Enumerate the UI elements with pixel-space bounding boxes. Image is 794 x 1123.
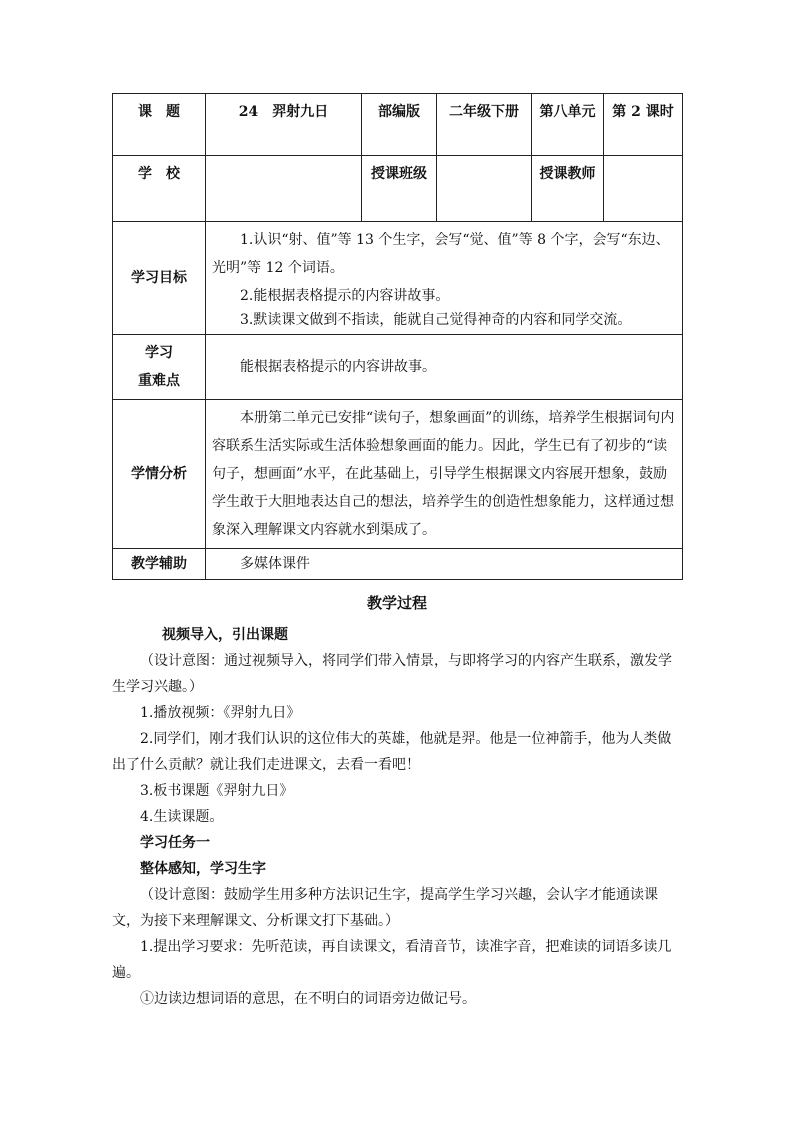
step-item: 2.同学们，刚才我们认识的这位伟大的英雄，他就是羿。他是一位神箭手，他为人类做出了什么贡献？就让我们走进课文，去看一看吧！ [112,731,672,773]
analysis-label: 学情分析 [113,400,206,549]
school-value [206,156,362,222]
lesson-title: 24 羿射九日 [206,94,362,156]
teacher-value [604,156,683,222]
lesson-info-table [112,93,683,580]
table-row [113,156,683,222]
intro-design: （设计意图：通过视频导入，将同学们带入情景，与即将学习的内容产生联系，激发学生学习兴趣。） [112,653,672,695]
goals-label: 学习目标 [113,222,206,335]
title-label: 课 题 [113,94,206,156]
intro-heading: 视频导入，引出课题 [162,627,288,643]
difficulty-label-line1: 学习 [145,345,173,361]
step-item: 1.播放视频：《羿射九日》 [140,705,301,721]
school-label: 学 校 [113,156,206,222]
step-item: 1.提出学习要求：先听范读，再自读课文，看清音节，读准字音，把难读的词语多读几遍。 [112,939,672,981]
process-body [112,622,682,1012]
goal-item: 1.认识“射、值”等 13 个生字，会写“觉、值”等 8 个字，会写“东边、光明”等 12 个词语。 [212,232,670,276]
table-row [113,94,683,156]
task1-design: （设计意图：鼓励学生用多种方法识记生字，提高学生学习兴趣，会认字才能通读课文，为接下来理解课文、分析课文打下基础。） [112,887,658,929]
aids-label: 教学辅助 [113,549,206,580]
task1-heading: 学习任务一 [140,835,210,851]
class-label: 授课班级 [362,156,437,222]
difficulty-label-line2: 重难点 [138,373,180,389]
table-row [113,335,683,400]
goal-item: 3.默读课文做到不指读，能就自己觉得神奇的内容和同学交流。 [240,312,632,328]
goals-content [206,222,683,335]
section-title: 教学过程 [366,594,427,612]
class-value [437,156,532,222]
table-row [113,400,683,549]
step-item: 4.生读课题。 [140,809,224,825]
edition-cell: 部编版 [362,94,437,156]
table-row [113,222,683,335]
step-item: 3.板书课题《羿射九日》 [140,783,294,799]
analysis-text: 本册第二单元已安排“读句子，想象画面”的训练，培养学生根据词句内容联系生活实际或生活体验想象画面的能力。因此，学生已有了初步的“读句子，想画面”水平，在此基础上，引导学生根据课文内容展开想象，鼓励学生敢于大胆地表达自己的想法，培养学生的创造性想象能力，这样通过想象深入理解课文内容就水到渠成了。 [212,410,675,538]
step-item: ①边读边想词语的意思，在不明白的词语旁边做记号。 [140,991,476,1007]
grade-cell: 二年级下册 [437,94,532,156]
difficulty-text: 能根据表格提示的内容讲故事。 [240,359,436,375]
analysis-content [206,400,683,549]
teacher-label: 授课教师 [532,156,604,222]
difficulty-content [206,335,683,400]
task1-subheading: 整体感知，学习生字 [140,861,266,877]
aids-content [206,549,683,580]
aids-text: 多媒体课件 [240,556,310,572]
goal-item: 2.能根据表格提示的内容讲故事。 [240,288,450,304]
period-cell: 第 2 课时 [604,94,683,156]
unit-cell: 第八单元 [532,94,604,156]
difficulty-label [113,335,206,400]
table-row [113,549,683,580]
